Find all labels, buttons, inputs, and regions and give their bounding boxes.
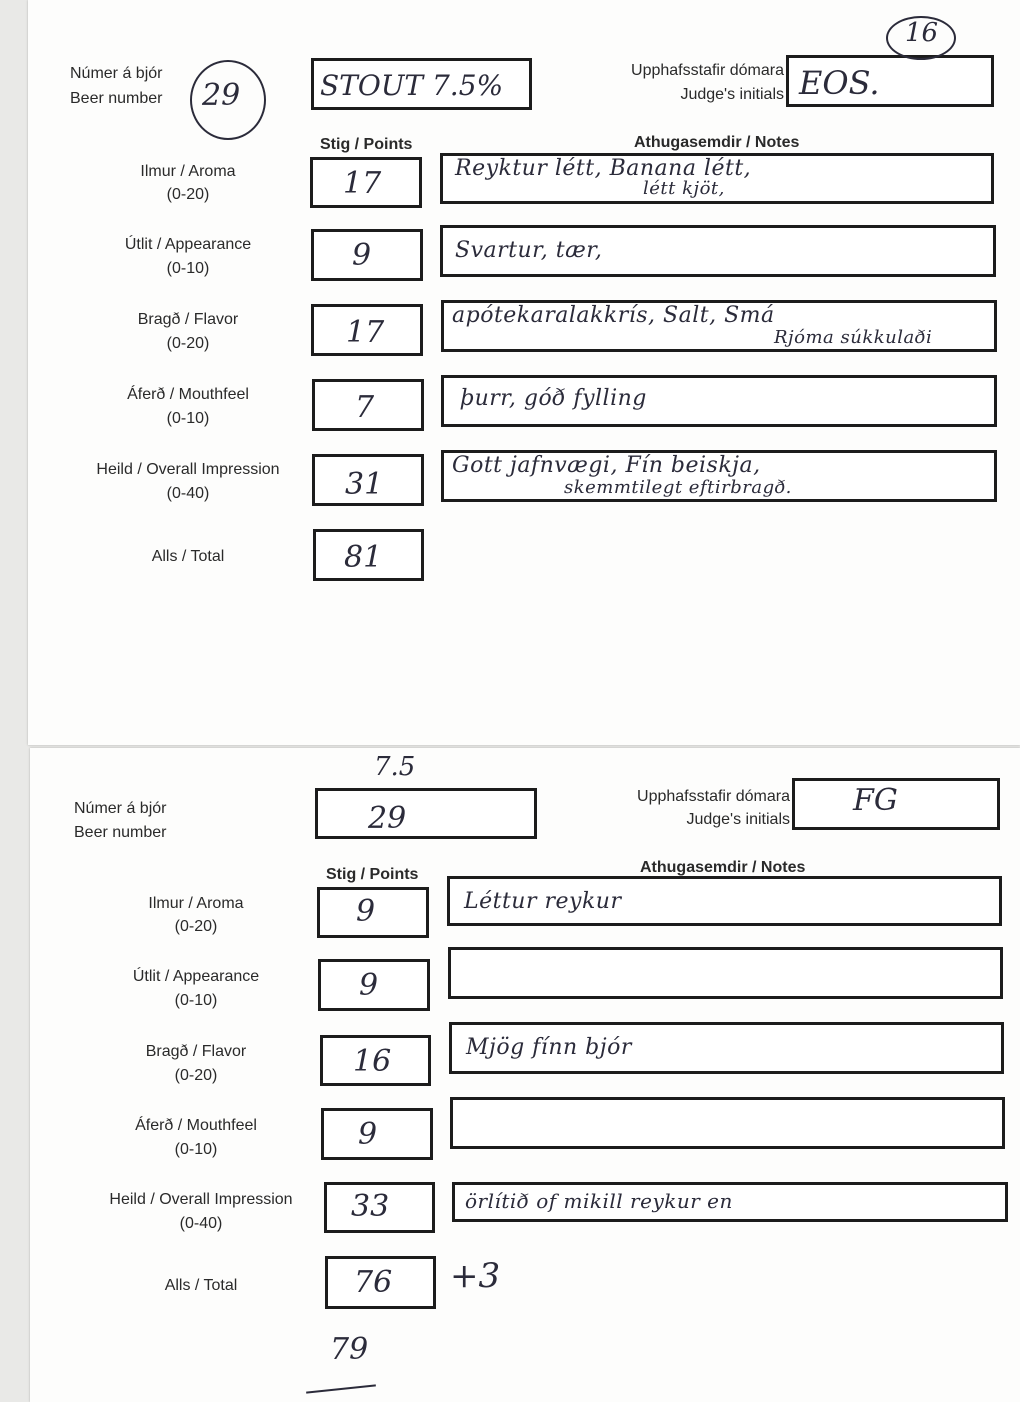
points-header: Stig / Points — [320, 136, 413, 153]
judge-initials-handwritten: FG — [853, 783, 898, 818]
overall-label: Heild / Overall Impression — [96, 461, 280, 478]
judge-label-en: Judge's initials — [686, 811, 790, 828]
bonus-adjustment: +3 — [450, 1256, 501, 1296]
notes-header: Athugasemdir / Notes — [640, 859, 806, 876]
overall-notes-line1: Gott jafnvægi, Fín beiskja, — [452, 453, 761, 478]
flavor-points: 17 — [346, 315, 385, 350]
underline-scribble — [306, 1384, 376, 1393]
flavor-notes-box[interactable] — [441, 300, 997, 352]
overall-points-box[interactable] — [312, 454, 424, 506]
appearance-points: 9 — [352, 238, 372, 273]
appearance-label: Útlit / Appearance — [132, 968, 260, 985]
judge-initials-box[interactable] — [786, 55, 994, 107]
flavor-range: (0-20) — [174, 1067, 218, 1084]
aroma-notes-line1: Léttur reykur — [464, 889, 622, 914]
appearance-notes-box[interactable] — [440, 225, 996, 277]
mouthfeel-label: Áferð / Mouthfeel — [135, 1117, 257, 1134]
points-header: Stig / Points — [326, 866, 419, 883]
overall-range: (0-40) — [166, 485, 210, 502]
mouthfeel-notes-box[interactable] — [441, 375, 997, 427]
appearance-range: (0-10) — [174, 992, 218, 1009]
beer-number-box[interactable] — [315, 788, 537, 839]
judge-initials-box[interactable] — [792, 778, 1000, 830]
flavor-points: 16 — [353, 1044, 392, 1079]
mouthfeel-points-box[interactable] — [312, 379, 424, 431]
beer-number-label-is: Númer á bjór — [70, 65, 163, 82]
overall-points-box[interactable] — [324, 1182, 435, 1233]
aroma-notes-line1: Reyktur létt, Banana létt, — [455, 156, 752, 181]
flavor-label: Bragð / Flavor — [137, 311, 239, 328]
total-points: 81 — [344, 540, 383, 575]
appearance-notes-box[interactable] — [448, 947, 1003, 999]
beer-number-handwritten: 29 — [202, 78, 241, 113]
overall-label: Heild / Overall Impression — [109, 1191, 293, 1208]
overall-points: 33 — [351, 1189, 390, 1224]
total-label: Alls / Total — [164, 1277, 238, 1294]
flavor-points-box[interactable] — [311, 304, 423, 356]
aroma-notes-line2: létt kjöt, — [643, 178, 725, 199]
flavor-notes-line2: Rjóma súkkulaði — [774, 327, 933, 348]
beer-style-handwritten: STOUT 7.5% — [320, 69, 504, 102]
flavor-points-box[interactable] — [320, 1035, 431, 1086]
flavor-notes-line1: Mjög fínn bjór — [466, 1035, 632, 1060]
aroma-range: (0-20) — [166, 186, 210, 203]
total-points-box[interactable] — [313, 529, 424, 581]
aroma-points-box[interactable] — [317, 887, 429, 938]
beer-number-label-is: Númer á bjór — [74, 800, 167, 817]
judge-label-is: Upphafsstafir dómara — [631, 62, 784, 79]
flavor-range: (0-20) — [166, 335, 210, 352]
mouthfeel-points-box[interactable] — [321, 1108, 433, 1160]
aroma-points: 17 — [343, 166, 382, 201]
judge-label-is: Upphafsstafir dómara — [637, 788, 790, 805]
score-sheet-1 — [28, 0, 1020, 745]
total-points-box[interactable] — [325, 1256, 436, 1309]
judge-label-en: Judge's initials — [680, 86, 784, 103]
abv-note-handwritten: 7.5 — [374, 752, 416, 782]
judge-initials-handwritten: EOS. — [799, 64, 880, 102]
overall-notes-box[interactable] — [441, 450, 997, 502]
appearance-points-box[interactable] — [311, 229, 423, 281]
aroma-points-box[interactable] — [310, 157, 422, 208]
aroma-notes-box[interactable] — [447, 876, 1002, 926]
appearance-notes-line1: Svartur, tær, — [455, 238, 603, 263]
mouthfeel-notes-box[interactable] — [450, 1097, 1005, 1149]
score-sheet-2 — [30, 748, 1020, 1402]
beer-number-label-en: Beer number — [74, 824, 167, 841]
mouthfeel-label: Áferð / Mouthfeel — [127, 386, 249, 403]
appearance-points: 9 — [359, 968, 379, 1003]
flavor-label: Bragð / Flavor — [145, 1043, 247, 1060]
notes-header: Athugasemdir / Notes — [634, 134, 800, 151]
beer-number-handwritten: 29 — [368, 801, 407, 836]
aroma-label: Ilmur / Aroma — [148, 895, 244, 912]
corner-number-handwritten: 16 — [905, 18, 939, 48]
aroma-label: Ilmur / Aroma — [140, 163, 236, 180]
beer-number-box[interactable] — [311, 58, 532, 110]
overall-notes-line1: örlítið of mikill reykur en — [465, 1189, 733, 1213]
total-points: 76 — [354, 1265, 393, 1300]
overall-points: 31 — [345, 467, 384, 502]
appearance-label: Útlit / Appearance — [124, 236, 252, 253]
final-total-handwritten: 79 — [330, 1332, 369, 1367]
flavor-notes-box[interactable] — [449, 1022, 1004, 1074]
mouthfeel-range: (0-10) — [166, 410, 210, 427]
flavor-notes-line1: apótekaralakkrís, Salt, Smá — [452, 303, 775, 328]
total-label: Alls / Total — [151, 548, 225, 565]
beer-number-label-en: Beer number — [70, 90, 163, 107]
overall-notes-box[interactable] — [452, 1182, 1008, 1222]
aroma-notes-box[interactable] — [440, 153, 994, 204]
appearance-range: (0-10) — [166, 260, 210, 277]
mouthfeel-range: (0-10) — [174, 1141, 218, 1158]
appearance-points-box[interactable] — [318, 959, 430, 1011]
aroma-points: 9 — [356, 894, 376, 929]
mouthfeel-points: 7 — [355, 390, 375, 425]
overall-range: (0-40) — [179, 1215, 223, 1232]
aroma-range: (0-20) — [174, 918, 218, 935]
mouthfeel-notes-line1: þurr, góð fylling — [460, 386, 647, 411]
overall-notes-line2: skemmtilegt eftirbragð. — [564, 477, 792, 498]
mouthfeel-points: 9 — [358, 1117, 378, 1152]
